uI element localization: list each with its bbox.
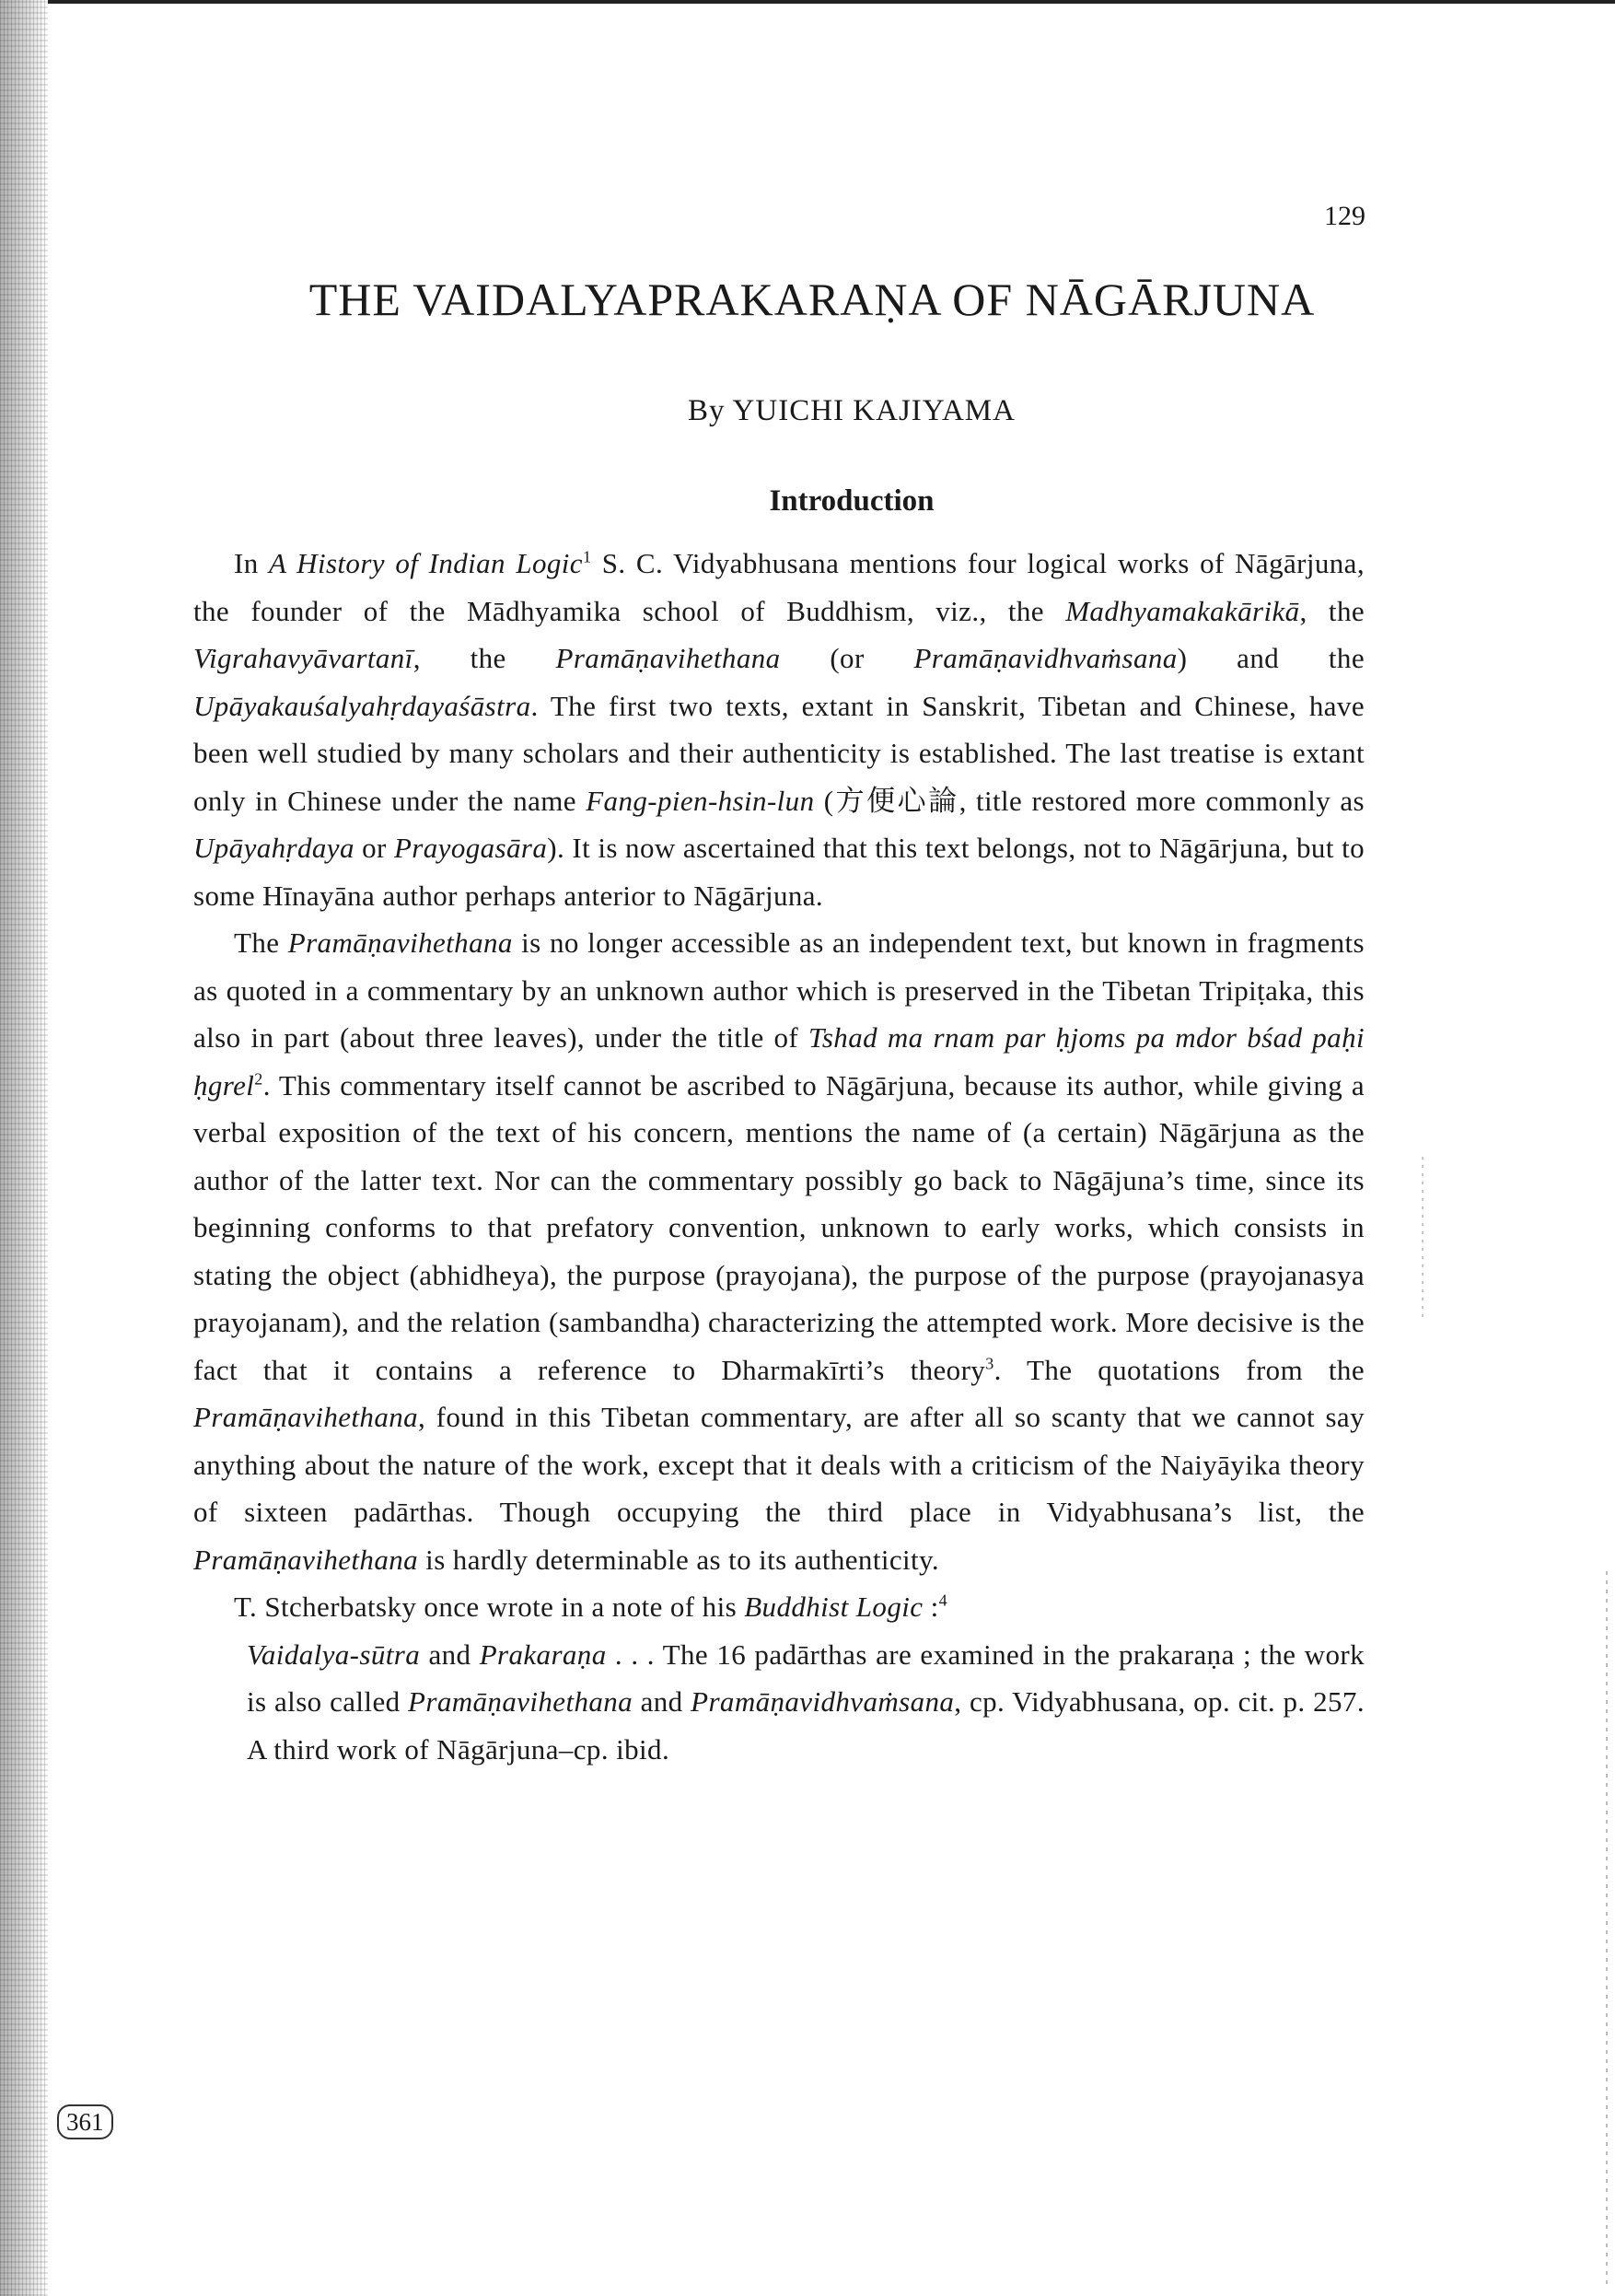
scan-artifact [1606,1566,1608,2284]
scan-artifact [1422,1151,1423,1317]
article-title: THE VAIDALYAPRAKARAṆA OF NĀGĀRJUNA [308,274,1316,325]
paragraph-1: In A History of Indian Logic$^1$ S. C. Vidyabhusana mentions four logical works of Nāgārjuna, the founder of the Mādhyamika school of Buddhism, viz., the Madhyamakakārikā, the Vigrahavyāvartanī, the Pramāṇavihethana (or Pramāṇavidhvaṁsana) and the Upāyakauśalyahṛdayaśāstra. The first two texts, extant in Sanskrit, Tibetan and Chinese, have been well studied by many scholars and their authenticity is established. The last treatise is extant only in Chinese under the name Fang-pien-hsin-lun (方便心論, title restored more commonly as Upāyahṛdaya or Prayogasāra). It is now ascertained that this text belongs, not to Nāgārjuna, but to some Hīnayāna author perhaps anterior to Nāgārjuna. [193,547,1365,912]
footnote-ref[interactable]: 2 [254,1069,263,1089]
scan-edge-shadow [0,0,48,2296]
paragraph-2: The Pramāṇavihethana is no longer accessible as an independent text, but known in fragments as quoted in a commentary by an unknown author which is preserved in the Tibetan Tripiṭaka, this also in part (about three leaves), under the title of Tshad ma rnam par ḥjoms pa mdor bśad paḥi ḥgrel$^2$. This commentary itself cannot be ascribed to Nāgārjuna, because its author, while giving a verbal exposition of the text of his concern, mentions the name of (a certain) Nāgārjuna as the author of the latter text. Nor can the commentary possibly go back to Nāgājuna’s time, since its beginning conforms to that prefatory convention, unknown to early works, which consists in stating the object (abhidheya), the purpose (prayojana), the purpose of the purpose (prayojanasya prayojanam), and the relation (sambandha) characterizing the attempted work. More decisive is the fact that it contains a reference to Dharmakīrti’s theory$^3$. The quotations from the Pramāṇavihethana, found in this Tibetan commentary, are after all so scanty that we cannot say anything about the nature of the work, except that it deals with a criticism of the Naiyāyika theory of sixteen padārthas. Though occupying the third place in Vidyabhusana’s list, the Pramāṇavihethana is hardly determinable as to its authenticity. [193,927,1365,1576]
footnote-ref[interactable]: 4 [938,1591,947,1610]
footnote-ref[interactable]: 3 [985,1354,994,1373]
page-number: 129 [1324,201,1365,231]
section-heading: Introduction [769,484,935,518]
article-body [193,540,1365,1773]
paragraph-3: T. Stcherbatsky once wrote in a note of his Buddhist Logic :$^4$ [234,1591,947,1623]
top-rule [0,0,1615,4]
author-byline: By YUICHI KAJIYAMA [688,394,1016,427]
block-quote: Vaidalya-sūtra and Prakaraṇa . . . The 16 padārthas are examined in the prakaraṇa ; the work is also called Pramāṇavihethana and Pramāṇavidhvaṁsana, cp. Vidyabhusana, op. cit. p. 257. A third work of Nāgārjuna–cp. ibid. [247,1638,1365,1766]
footnote-ref[interactable]: 1 [582,547,592,566]
folio-mark: 361 [57,2104,113,2139]
